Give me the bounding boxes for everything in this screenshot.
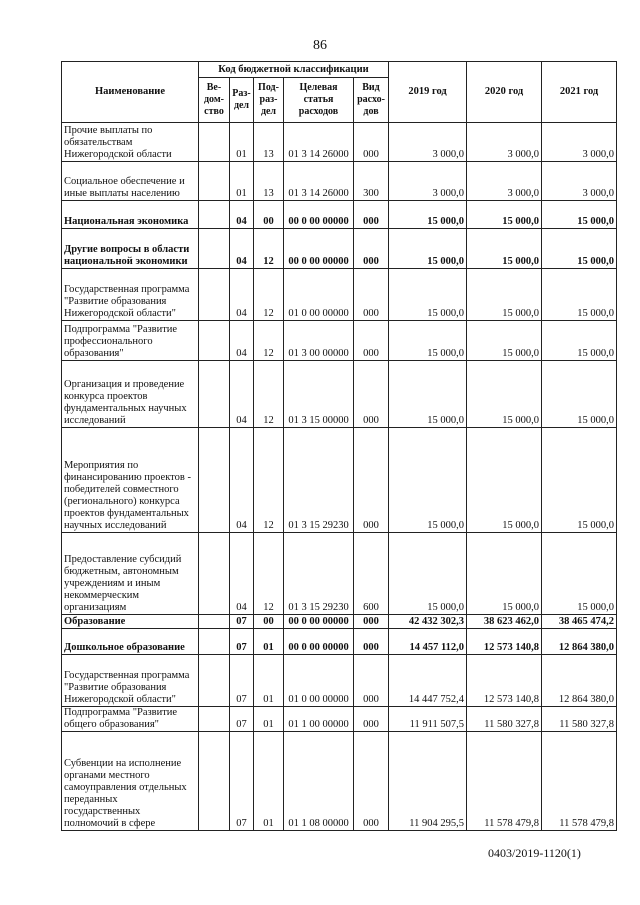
row-2019: 15 000,0: [389, 428, 467, 533]
row-razdel: 07: [230, 707, 254, 732]
row-vid: 000: [354, 629, 389, 655]
row-razdel: 07: [230, 655, 254, 707]
row-2019: 15 000,0: [389, 269, 467, 321]
row-2019: 14 447 752,4: [389, 655, 467, 707]
row-vedomstvo: [199, 428, 230, 533]
row-2021: 11 580 327,8: [542, 707, 617, 732]
row-vedomstvo: [199, 655, 230, 707]
header-2019: 2019 год: [389, 62, 467, 123]
row-vid: 000: [354, 655, 389, 707]
table-row: [62, 269, 617, 321]
row-vedomstvo: [199, 229, 230, 269]
table-row: [62, 428, 617, 533]
table-row: [62, 229, 617, 269]
header-razdel: Раз-дел: [230, 78, 254, 123]
row-razdel: 07: [230, 732, 254, 831]
row-razdel: 01: [230, 162, 254, 201]
row-2021: 38 465 474,2: [542, 615, 617, 629]
row-vid: 000: [354, 201, 389, 229]
row-podrazdel: 00: [254, 615, 284, 629]
page-number: 86: [313, 38, 327, 53]
row-2019: 15 000,0: [389, 361, 467, 428]
row-2021: 15 000,0: [542, 201, 617, 229]
header-2021: 2021 год: [542, 62, 617, 123]
document-code: 0403/2019-1120(1): [488, 846, 581, 860]
row-2020: 12 573 140,8: [467, 629, 542, 655]
row-target: 01 0 00 00000: [284, 655, 354, 707]
row-2021: 11 578 479,8: [542, 732, 617, 831]
table-row: [62, 162, 617, 201]
row-vid: 000: [354, 269, 389, 321]
row-2020: 11 578 479,8: [467, 732, 542, 831]
row-2020: 3 000,0: [467, 123, 542, 162]
row-target: 01 3 15 00000: [284, 361, 354, 428]
table-row: [62, 655, 617, 707]
row-vid: 600: [354, 533, 389, 615]
row-name: Подпрограмма "Развитие профессионального образования": [62, 321, 199, 361]
header-vedomstvo: Ве-дом-ство: [199, 78, 230, 123]
row-name: Образование: [62, 615, 199, 629]
row-razdel: 04: [230, 361, 254, 428]
row-name: Социальное обеспечение и иные выплаты населению: [62, 162, 199, 201]
row-razdel: 07: [230, 629, 254, 655]
row-target: 01 1 08 00000: [284, 732, 354, 831]
row-vedomstvo: [199, 361, 230, 428]
header-vid: Вид расхо-дов: [354, 78, 389, 123]
row-razdel: 04: [230, 428, 254, 533]
row-2021: 15 000,0: [542, 533, 617, 615]
header-2020: 2020 год: [467, 62, 542, 123]
row-2019: 15 000,0: [389, 321, 467, 361]
header-budget-code: Код бюджетной классификации: [199, 62, 389, 78]
row-podrazdel: 12: [254, 361, 284, 428]
row-2020: 15 000,0: [467, 269, 542, 321]
table-row: [62, 321, 617, 361]
row-vid: 300: [354, 162, 389, 201]
row-vid: 000: [354, 707, 389, 732]
row-2019: 14 457 112,0: [389, 629, 467, 655]
row-2020: 11 580 327,8: [467, 707, 542, 732]
table-row: [62, 123, 617, 162]
table-row: [62, 361, 617, 428]
table-row: [62, 201, 617, 229]
row-2021: 3 000,0: [542, 162, 617, 201]
table-row: [62, 629, 617, 655]
row-2020: 15 000,0: [467, 321, 542, 361]
row-name: Субвенции на исполнение органами местного самоуправления отдельных переданных государственных полномочий в сфере: [62, 732, 199, 831]
row-vid: 000: [354, 229, 389, 269]
row-vedomstvo: [199, 201, 230, 229]
row-vid: 000: [354, 123, 389, 162]
row-podrazdel: 12: [254, 269, 284, 321]
row-podrazdel: 12: [254, 533, 284, 615]
row-2021: 12 864 380,0: [542, 655, 617, 707]
row-target: 01 3 15 29230: [284, 533, 354, 615]
row-name: Государственная программа "Развитие образования Нижегородской области": [62, 655, 199, 707]
table-row: [62, 615, 617, 629]
row-target: 01 1 00 00000: [284, 707, 354, 732]
row-target: 01 3 14 26000: [284, 162, 354, 201]
row-target: 00 0 00 00000: [284, 615, 354, 629]
row-2019: 15 000,0: [389, 229, 467, 269]
row-vid: 000: [354, 428, 389, 533]
row-name: Национальная экономика: [62, 201, 199, 229]
row-name: Прочие выплаты по обязательствам Нижегородской области: [62, 123, 199, 162]
row-2019: 3 000,0: [389, 162, 467, 201]
row-podrazdel: 00: [254, 201, 284, 229]
row-razdel: 04: [230, 229, 254, 269]
row-vedomstvo: [199, 269, 230, 321]
row-podrazdel: 01: [254, 707, 284, 732]
row-2020: 12 573 140,8: [467, 655, 542, 707]
row-name: Организация и проведение конкурса проектов фундаментальных научных исследований: [62, 361, 199, 428]
row-2021: 12 864 380,0: [542, 629, 617, 655]
row-razdel: 04: [230, 533, 254, 615]
row-2019: 15 000,0: [389, 533, 467, 615]
row-2021: 15 000,0: [542, 428, 617, 533]
row-vid: 000: [354, 732, 389, 831]
row-razdel: 07: [230, 615, 254, 629]
row-vedomstvo: [199, 707, 230, 732]
row-vedomstvo: [199, 321, 230, 361]
row-podrazdel: 12: [254, 229, 284, 269]
row-2019: 11 904 295,5: [389, 732, 467, 831]
table-row: [62, 732, 617, 831]
row-razdel: 01: [230, 123, 254, 162]
row-target: 01 3 14 26000: [284, 123, 354, 162]
row-2021: 15 000,0: [542, 269, 617, 321]
row-vedomstvo: [199, 123, 230, 162]
row-name: Государственная программа "Развитие образования Нижегородской области": [62, 269, 199, 321]
row-2021: 15 000,0: [542, 361, 617, 428]
row-target: 00 0 00 00000: [284, 201, 354, 229]
row-2019: 3 000,0: [389, 123, 467, 162]
row-vedomstvo: [199, 162, 230, 201]
budget-table: [61, 61, 617, 831]
row-2021: 15 000,0: [542, 229, 617, 269]
table-row: [62, 533, 617, 615]
row-2019: 11 911 507,5: [389, 707, 467, 732]
row-razdel: 04: [230, 269, 254, 321]
row-name: Мероприятия по финансированию проектов - победителей совместного (регионального) конкурса проектов фундаментальных научных исследований: [62, 428, 199, 533]
row-podrazdel: 13: [254, 123, 284, 162]
row-2019: 15 000,0: [389, 201, 467, 229]
row-2020: 15 000,0: [467, 361, 542, 428]
header-name: Наименование: [62, 62, 199, 123]
table-row: [62, 707, 617, 732]
row-2020: 38 623 462,0: [467, 615, 542, 629]
row-2020: 15 000,0: [467, 533, 542, 615]
row-2019: 42 432 302,3: [389, 615, 467, 629]
row-vedomstvo: [199, 533, 230, 615]
row-podrazdel: 01: [254, 732, 284, 831]
row-2020: 3 000,0: [467, 162, 542, 201]
row-2021: 3 000,0: [542, 123, 617, 162]
row-name: Предоставление субсидий бюджетным, автономным учреждениям и иным некоммерческим организациям: [62, 533, 199, 615]
row-podrazdel: 01: [254, 629, 284, 655]
row-target: 00 0 00 00000: [284, 629, 354, 655]
row-podrazdel: 12: [254, 321, 284, 361]
row-target: 00 0 00 00000: [284, 229, 354, 269]
row-name: Другие вопросы в области национальной экономики: [62, 229, 199, 269]
header-podrazdel: Под-раз-дел: [254, 78, 284, 123]
row-vid: 000: [354, 361, 389, 428]
row-vid: 000: [354, 615, 389, 629]
row-vedomstvo: [199, 615, 230, 629]
row-podrazdel: 13: [254, 162, 284, 201]
row-2020: 15 000,0: [467, 201, 542, 229]
header-target: Целевая статья расходов: [284, 78, 354, 123]
row-podrazdel: 01: [254, 655, 284, 707]
row-2020: 15 000,0: [467, 229, 542, 269]
row-2020: 15 000,0: [467, 428, 542, 533]
row-2021: 15 000,0: [542, 321, 617, 361]
row-name: Дошкольное образование: [62, 629, 199, 655]
row-vedomstvo: [199, 732, 230, 831]
row-razdel: 04: [230, 321, 254, 361]
row-podrazdel: 12: [254, 428, 284, 533]
row-name: Подпрограмма "Развитие общего образования": [62, 707, 199, 732]
row-target: 01 0 00 00000: [284, 269, 354, 321]
row-target: 01 3 00 00000: [284, 321, 354, 361]
row-vedomstvo: [199, 629, 230, 655]
row-target: 01 3 15 29230: [284, 428, 354, 533]
row-razdel: 04: [230, 201, 254, 229]
row-vid: 000: [354, 321, 389, 361]
